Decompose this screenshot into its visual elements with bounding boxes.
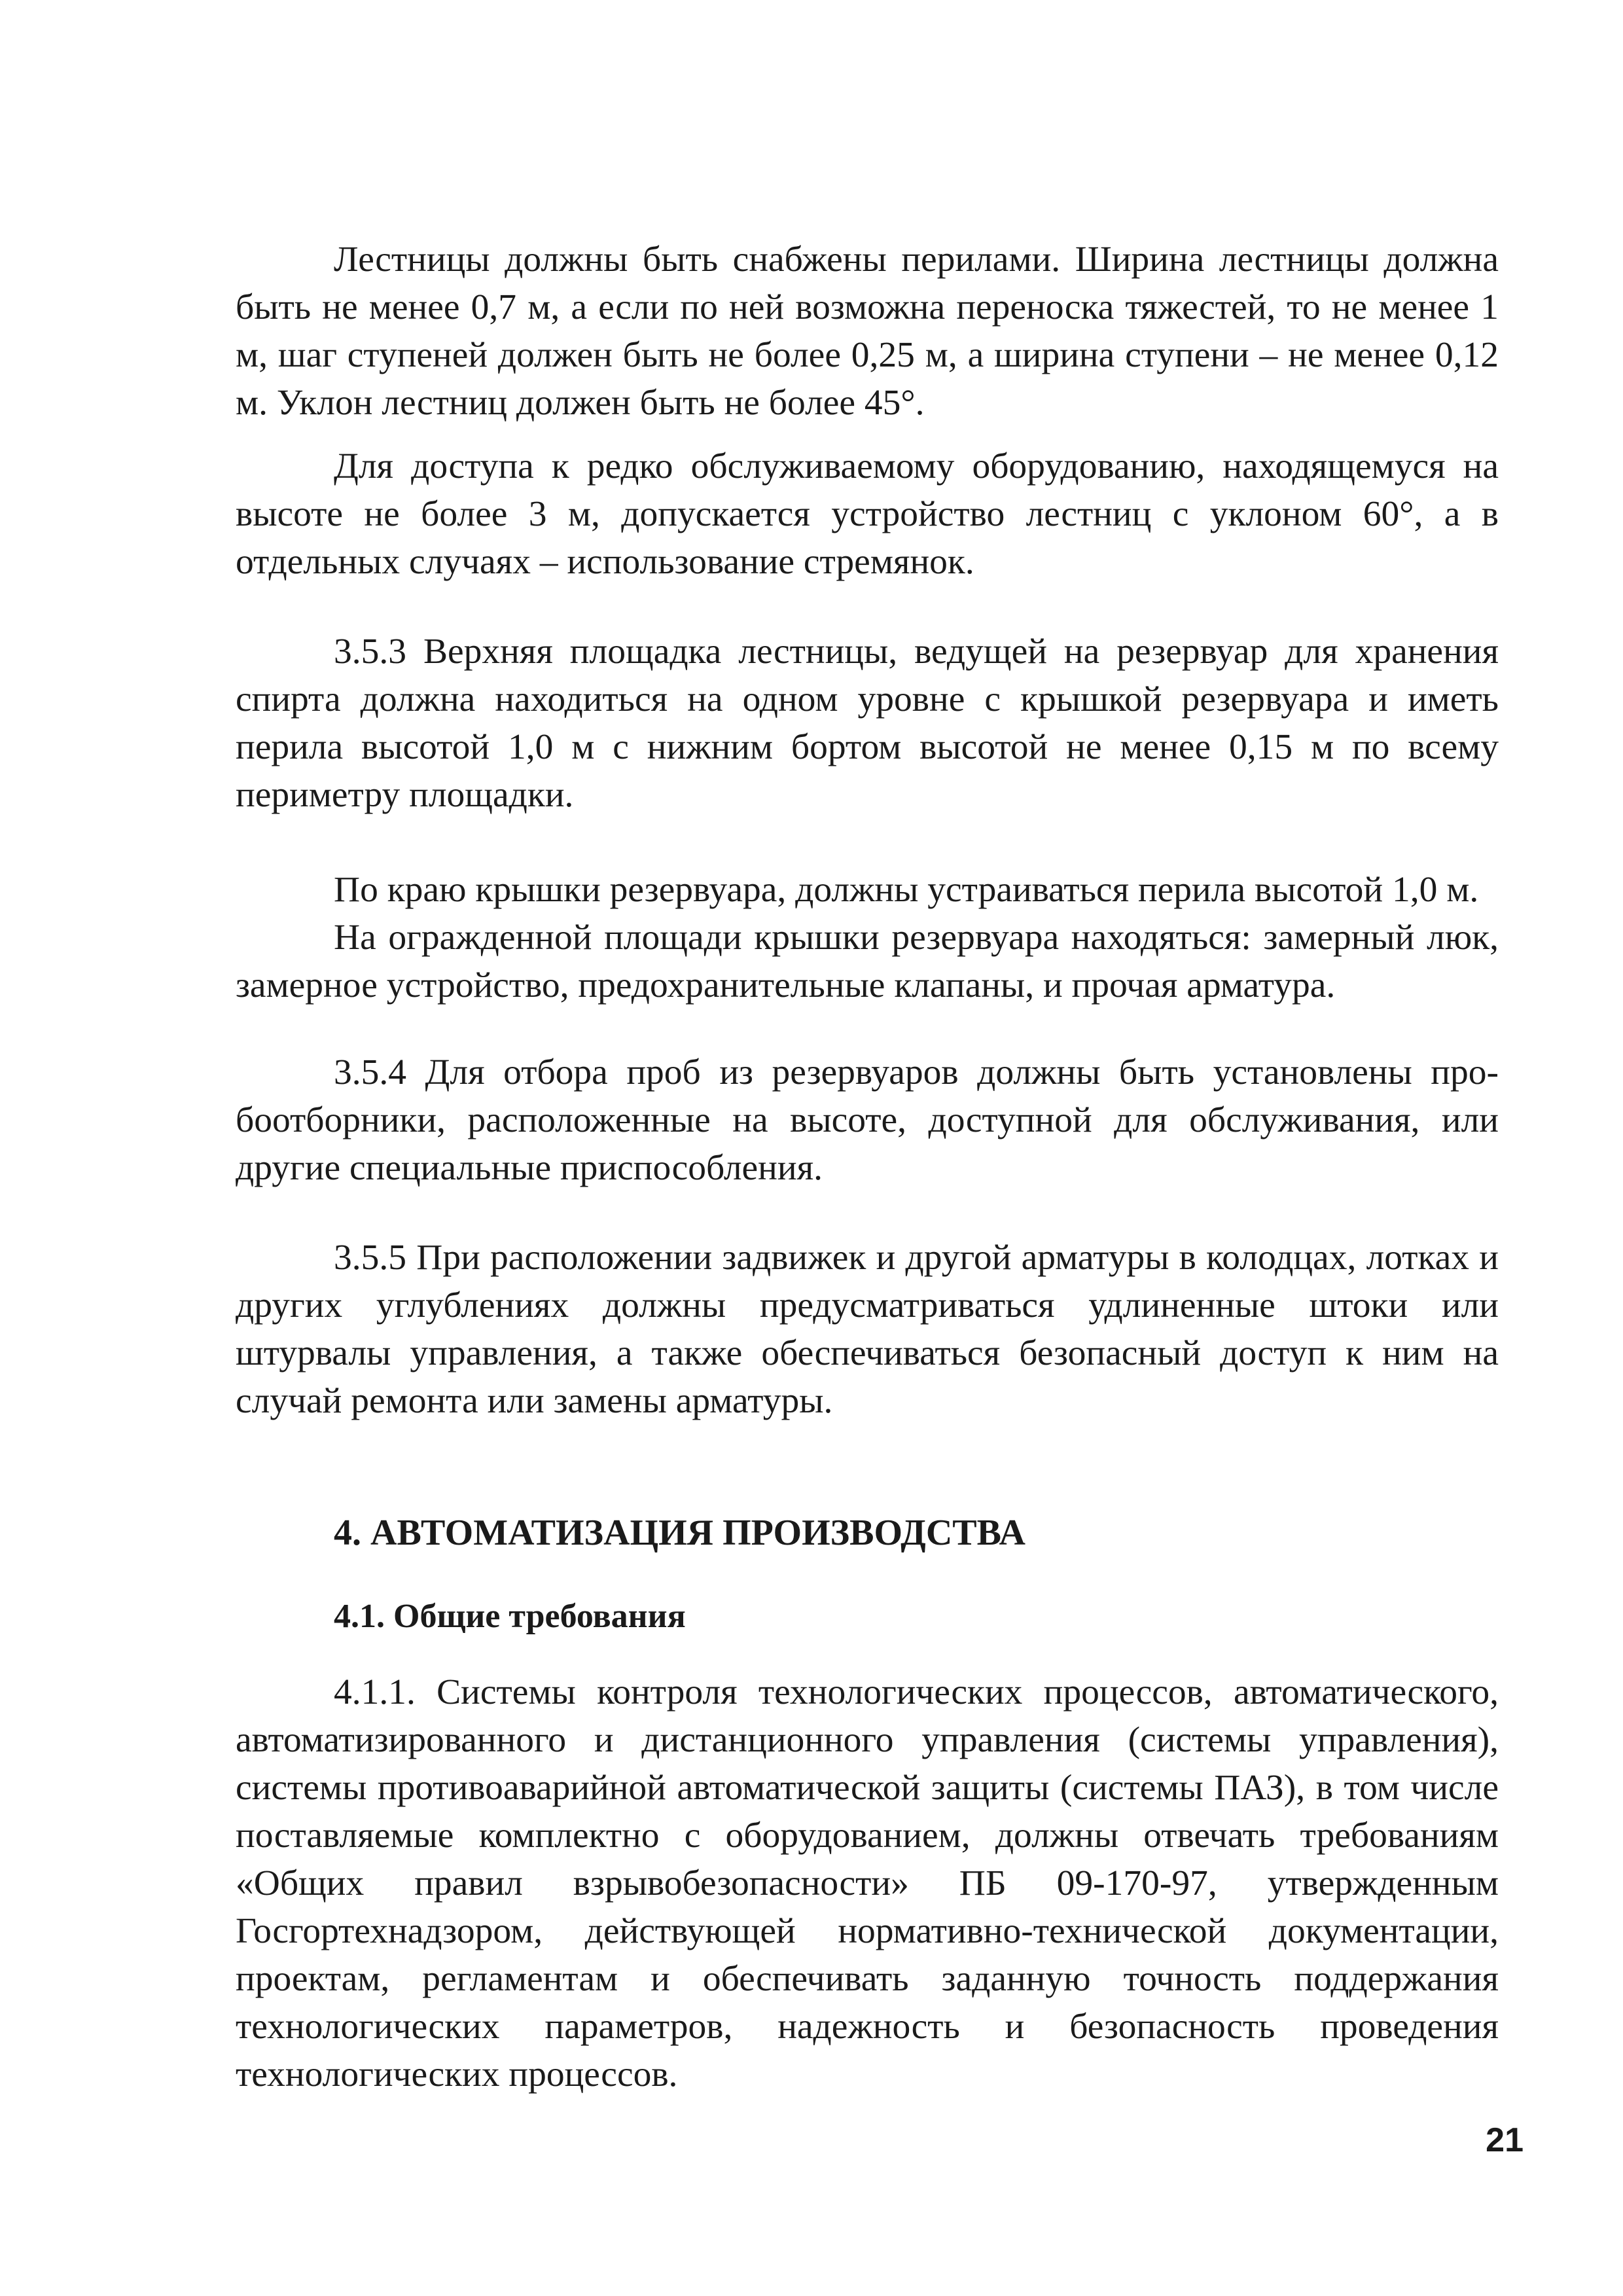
paragraph-tank-lid-railings: По краю крышки резервуара, должны устраиваться перила высотой 1,0 м.: [334, 870, 1479, 910]
subsection-heading: 4.1. Общие требования: [334, 1598, 686, 1635]
paragraph-3-5-5: 3.5.5 При расположении задвижек и другой арматуры в колодцах, лотках и других углублениях должны предусматриваться удлиненные штоки или штурвалы управления, а также обеспечиваться безопасный доступ к ним на случай ремонта или замены арматуры.: [236, 1238, 1499, 1421]
paragraph-tank-lid-equipment: На огражденной площади крышки резервуара находяться: замерный люк, замерное устройство, предохранительные клапаны, и прочая арматура.: [236, 918, 1499, 1005]
section-heading: 4. АВТОМАТИЗАЦИЯ ПРОИЗВОДСТВА: [334, 1513, 1026, 1553]
paragraph-3-5-4: 3.5.4 Для отбора проб из резервуаров должны быть установлены пробоотборники, расположенные на высоте, доступной для обслуживания, или другие специальные приспособления.: [236, 1052, 1499, 1188]
paragraph-stairs-railings: Лестницы должны быть снабжены перилами. Ширина лестницы должна быть не менее 0,7 м, а если по ней возможна переноска тяжестей, то не менее 1 м, шаг ступеней должен быть не более 0,25 м, а ширина ступени – не менее 0,12 м. Уклон лестниц должен быть не более 45°.: [236, 240, 1499, 423]
paragraph-3-5-3: 3.5.3 Верхняя площадка лестницы, ведущей на резервуар для хранения спирта должна находиться на одном уровне с крышкой резервуара и иметь перила высотой 1,0 м с нижним бортом высотой не менее 0,15 м по всему периметру площадки.: [236, 632, 1499, 815]
document-page: [236, 236, 1499, 2098]
paragraph-stairs-access: Для доступа к редко обслуживаемому оборудованию, находящемуся на высоте не более 3 м, допускается устройство лестниц с уклоном 60°, а в отдельных случаях – использование стремянок.: [236, 446, 1499, 582]
paragraph-4-1-1: 4.1.1. Системы контроля технологических процессов, автоматического, автоматизированного и дистанционного управления (системы управления), системы противоаварийной автоматической защиты (системы ПАЗ), в том числе поставляемые комплектно с оборудованием, должны отвечать требованиям «Общих правил взрывобезопасности» ПБ 09-170-97, утвержденным Госгортехнадзором, действующей нормативно-технической документации, проектам, регламентам и обеспечивать заданную точность поддержания технологических параметров, надежность и безопасность проведения технологических процессов.: [236, 1672, 1499, 2094]
page-number: 21: [1486, 2121, 1524, 2159]
